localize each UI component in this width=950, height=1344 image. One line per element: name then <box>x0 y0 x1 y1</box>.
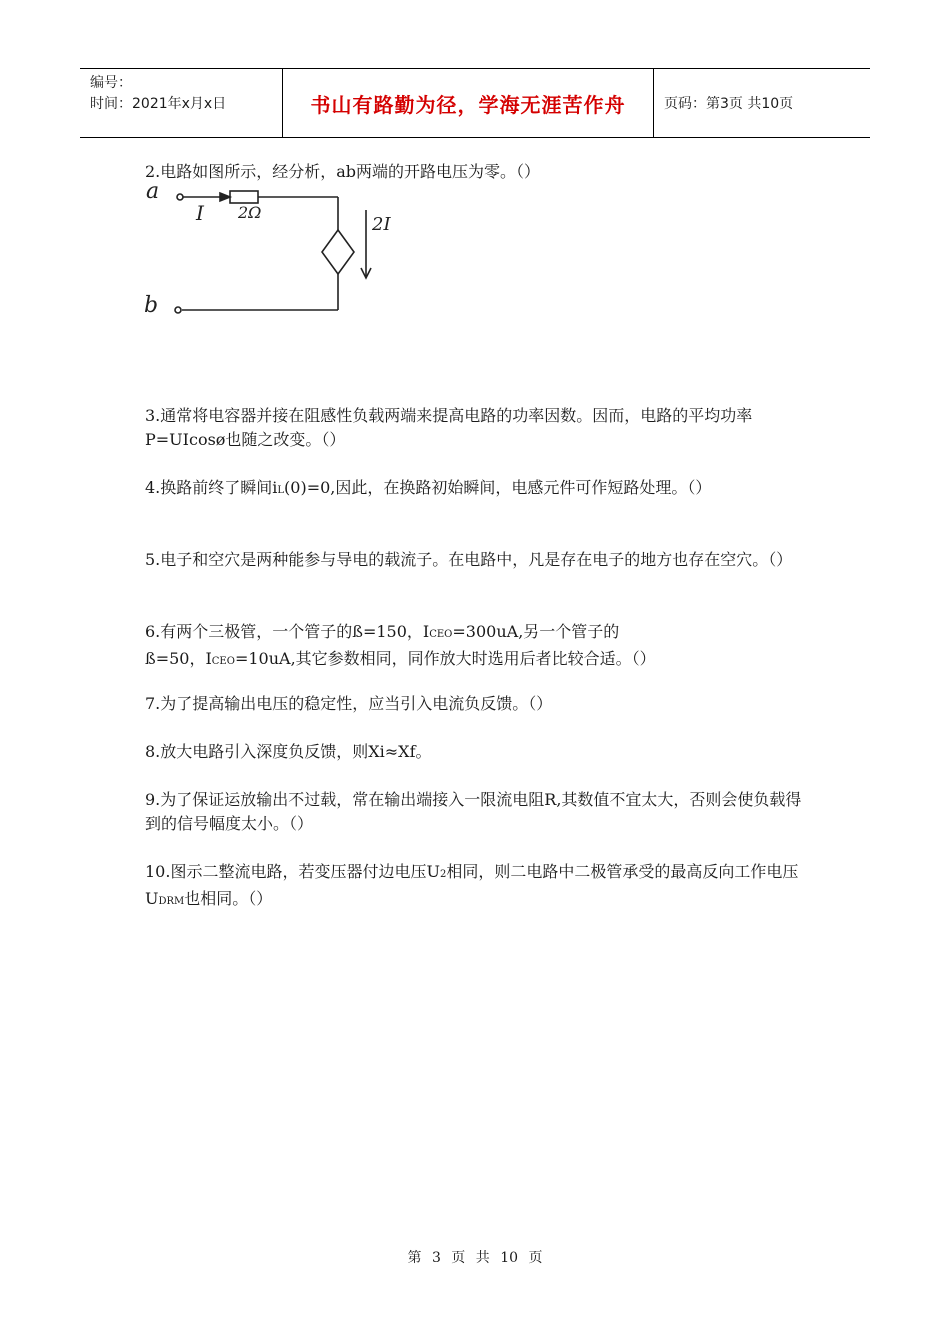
question-8-text: 8.放大电路引入深度负反馈，则Xi≈Xf。 <box>145 742 432 761</box>
question-6-part4: =10uA,其它参数相同，同作放大时选用后者比较合适。（） <box>234 649 656 668</box>
header-page-cell <box>654 69 870 137</box>
question-6-line1 <box>145 620 805 647</box>
question-6-subscript-1: CEO <box>429 629 453 640</box>
question-9 <box>145 788 805 836</box>
question-4-part1: 4.换路前终了瞬间i <box>145 478 278 497</box>
current-label: I <box>196 201 204 225</box>
source-label: 2I <box>372 214 391 235</box>
question-10-part1: 10.图示二整流电路，若变压器付边电压U <box>145 862 440 881</box>
question-10-text <box>145 860 805 914</box>
question-5 <box>145 548 805 572</box>
header-page-info: 页码：第3页 共10页 <box>664 96 794 112</box>
current-arrow-icon <box>220 193 230 201</box>
header-meta <box>80 69 282 137</box>
question-9-text: 9.为了保证运放输出不过载，常在输出端接入一限流电阻R,其数值不宜太大，否则会使负载得到的信号幅度太小。（） <box>145 790 802 833</box>
question-10-subscript-1: 2 <box>439 869 447 880</box>
document-header <box>80 68 870 138</box>
question-4 <box>145 476 805 503</box>
terminal-a <box>177 194 183 200</box>
node-b-label: b <box>144 293 159 318</box>
question-4-text <box>145 476 805 503</box>
question-6-subscript-2: CEO <box>211 656 235 667</box>
dependent-source-icon <box>322 230 354 274</box>
question-4-part2: (0)=0,因此，在换路初始瞬间，电感元件可作短路处理。（） <box>284 478 712 497</box>
question-3-text: 3.通常将电容器并接在阻感性负载两端来提高电路的功率因数。因而，电路的平均功率P=UIcosø也随之改变。（） <box>145 406 753 449</box>
question-3 <box>145 404 805 452</box>
question-7 <box>145 692 805 716</box>
question-10-subscript-2: DRM <box>158 896 185 907</box>
question-5-text: 5.电子和空穴是两种能参与导电的载流子。在电路中，凡是存在电子的地方也存在空穴。（） <box>145 550 793 569</box>
document-date: 时间：2021年x月x日 <box>90 96 227 112</box>
node-a-label: a <box>146 179 160 204</box>
question-2-text: 2.电路如图所示，经分析，ab两端的开路电压为零。（） <box>145 162 541 181</box>
question-10 <box>145 860 805 914</box>
document-number-label: 编号： <box>90 75 132 91</box>
resistor-label: 2Ω <box>238 203 262 222</box>
question-6-part2: =300uA,另一个管子的 <box>452 622 620 641</box>
question-6-line2 <box>145 647 805 674</box>
question-4-subscript: L <box>277 485 285 496</box>
terminal-b <box>175 307 181 313</box>
question-6 <box>145 620 805 674</box>
header-motto: 书山有路勤为径，学海无涯苦作舟 <box>310 92 626 117</box>
question-6-part3: ß=50，I <box>145 649 212 668</box>
question-10-part3: 也相同。（） <box>184 889 273 908</box>
header-motto-cell <box>282 69 654 137</box>
page-footer <box>0 1247 950 1267</box>
circuit-svg <box>140 178 400 328</box>
resistor-icon <box>230 191 258 203</box>
footer-page-number: 第 3 页 共 10 页 <box>407 1250 543 1266</box>
question-10-part2: 相同，则二电路中二极管承受的最高反向工作电压U <box>145 862 799 908</box>
question-8 <box>145 740 805 764</box>
question-7-text: 7.为了提高输出电压的稳定性，应当引入电流负反馈。（） <box>145 694 553 713</box>
question-6-part1: 6.有两个三极管，一个管子的ß=150，I <box>145 622 430 641</box>
circuit-diagram <box>140 178 400 328</box>
